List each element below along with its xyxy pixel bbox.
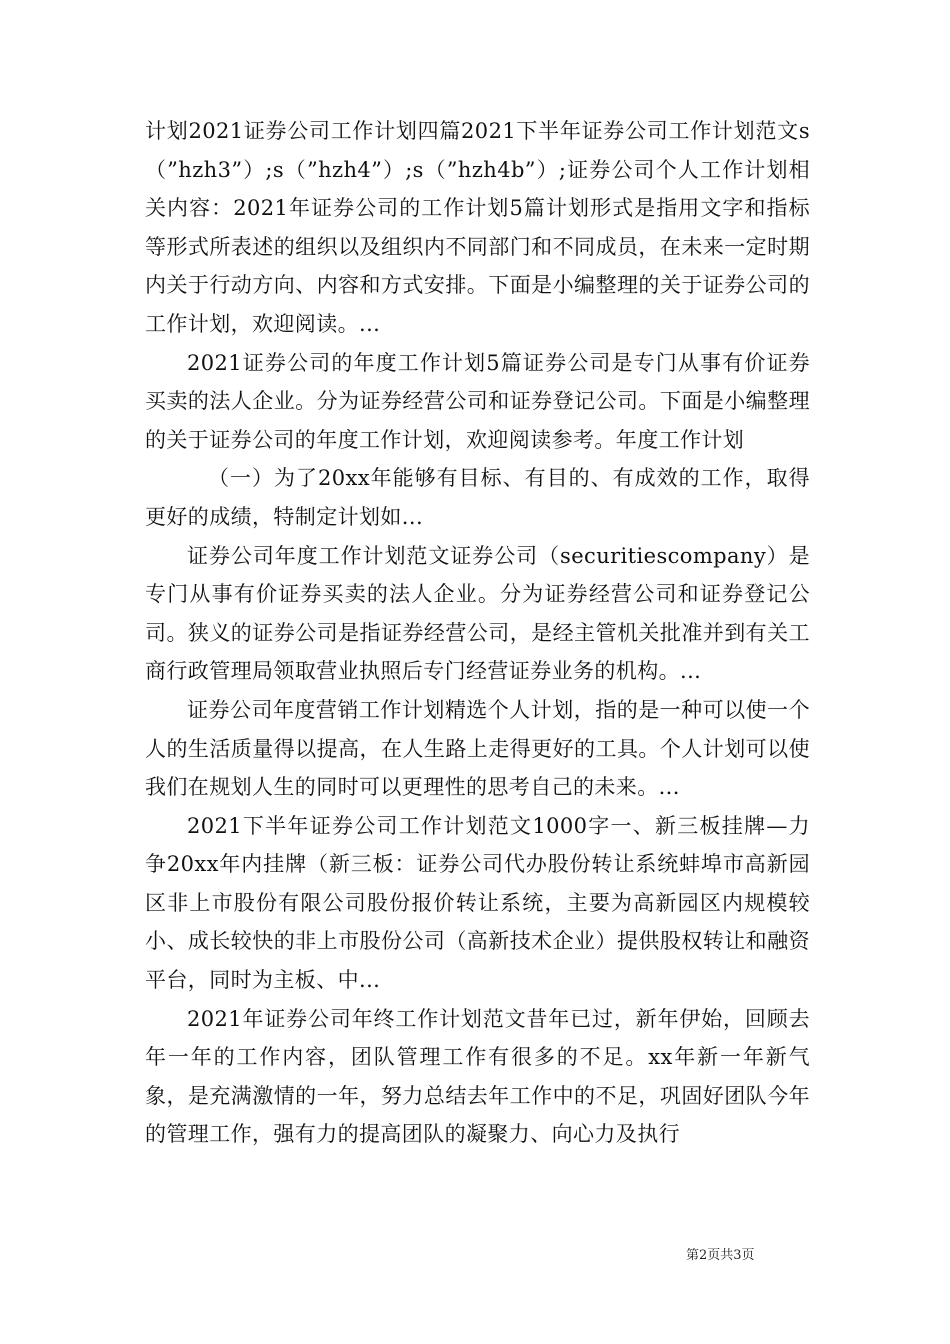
paragraph-2: 2021证券公司的年度工作计划5篇证券公司是专门从事有价证券买卖的法人企业。分为证券经营公司和证券登记公司。下面是小编整理的关于证券公司的年度工作计划，欢迎阅读参考。年度工作计划 xyxy=(145,350,810,452)
paragraph-7: 2021年证券公司年终工作计划范文昔年已过，新年伊始，回顾去年一年的工作内容，团队管理工作有很多的不足。xx年新一年新气象，是充满激情的一年，努力总结去年工作中的不足，巩固好团队今年的管理工作，强有力的提高团队的凝聚力、向心力及执行 xyxy=(145,1006,810,1147)
paragraph-3: （一）为了20xx年能够有目标、有目的、有成效的工作，取得更好的成绩，特制定计划如... xyxy=(145,466,810,529)
paragraph-1: 计划2021证券公司工作计划四篇2021下半年证券公司工作计划范文s（”hzh3”）;s（”hzh4”）;s（”hzh4b”）;证券公司个人工作计划相关内容：2021年证券公司的工作计划5篇计划形式是指用文字和指标等形式所表述的组织以及组织内不同部门和不同成员，在未来一定时期内关于行动方向、内容和方式安排。下面是小编整理的关于证券公司的工作计划，欢迎阅读。... xyxy=(145,119,810,336)
paragraph-5: 证券公司年度营销工作计划精选个人计划，指的是一种可以使一个人的生活质量得以提高，在人生路上走得更好的工具。个人计划可以使我们在规划人生的同时可以更理性的思考自己的未来。... xyxy=(145,697,810,800)
paragraph-4: 证券公司年度工作计划范文证券公司（securitiescompany）是专门从事有价证券买卖的法人企业。分为证券经营公司和证券登记公司。狭义的证券公司是指证券经营公司，是经主管机关批准并到有关工商行政管理局领取营业执照后专门经营证券业务的机构。... xyxy=(145,543,810,684)
paragraph-6: 2021下半年证券公司工作计划范文1000字一、新三板挂牌—力争20xx年内挂牌（新三板：证券公司代办股份转让系统蚌埠市高新园区非上市股份有限公司股份报价转让系统，主要为高新园区内规模较小、成长较快的非上市股份公司（高新技术企业）提供股权转让和融资平台，同时为主板、中... xyxy=(145,813,810,993)
document-body xyxy=(145,112,810,1154)
page-number-footer: 第2页共3页 xyxy=(686,1248,755,1263)
